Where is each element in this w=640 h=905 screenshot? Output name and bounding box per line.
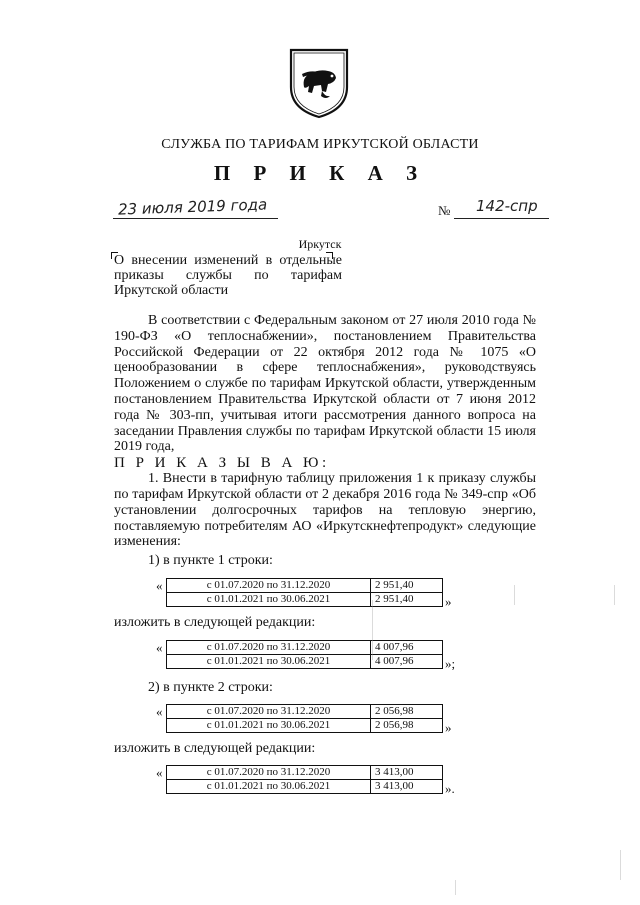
scan-artifact	[455, 880, 456, 895]
section-2-label: изложить в следующей редакции:	[114, 615, 316, 630]
number-sign: №	[438, 203, 451, 218]
section-3-close-quote: »	[445, 720, 452, 735]
scan-artifact	[372, 600, 373, 660]
value-cell: 3 413,00	[371, 766, 443, 780]
period-cell: с 01.07.2020 по 31.12.2020	[167, 705, 371, 719]
section-1-open-quote: «	[156, 578, 163, 593]
value-cell: 2 951,40	[371, 579, 443, 593]
section-3-label: 2) в пункте 2 строки:	[148, 680, 273, 695]
scan-artifact	[514, 585, 515, 605]
period-cell: с 01.07.2020 по 31.12.2020	[167, 579, 371, 593]
period-cell: с 01.01.2021 по 30.06.2021	[167, 655, 371, 669]
value-cell: 2 056,98	[371, 705, 443, 719]
subject-block	[114, 253, 342, 298]
section-1-label: 1) в пункте 1 строки:	[148, 553, 273, 568]
subject-text: О внесении изменений в отдельные приказы службы по тарифам Иркутской области	[114, 253, 342, 298]
tariff-table-2	[166, 640, 443, 669]
subject-corner-right	[326, 252, 333, 259]
document-body	[114, 313, 536, 550]
section-1-close-quote: »	[445, 594, 452, 609]
table-row	[167, 780, 443, 794]
document-type-title: П Р И К А З	[213, 161, 427, 185]
period-cell: с 01.07.2020 по 31.12.2020	[167, 766, 371, 780]
period-cell: с 01.01.2021 по 30.06.2021	[167, 780, 371, 794]
subject-corner-left	[111, 252, 118, 259]
section-4-open-quote: «	[156, 765, 163, 780]
period-cell: с 01.07.2020 по 31.12.2020	[167, 641, 371, 655]
number-handwritten: 142-спр	[476, 197, 538, 215]
table-row	[167, 593, 443, 607]
table-row	[167, 705, 443, 719]
table-row	[167, 641, 443, 655]
value-cell: 3 413,00	[371, 780, 443, 794]
table-row	[167, 766, 443, 780]
number-line	[454, 218, 549, 219]
value-cell: 4 007,96	[371, 641, 443, 655]
scan-artifact	[614, 585, 615, 605]
date-line	[113, 218, 278, 219]
order-word: П Р И К А З Ы В А Ю:	[114, 455, 330, 472]
date-handwritten: 23 июля 2019 года	[117, 195, 268, 219]
preamble-paragraph: В соответствии с Федеральным законом от 27 июля 2010 года № 190-ФЗ «О теплоснабжении», постановлением Правительства Российской Федерации от 22 октября 2012 года № 1075 «О ценообразовании в сфере теплоснабжения», руководствуясь Положением о службе по тарифам Иркутской области, утвержденным постановлением Правительства Иркутской области от 7 июня 2012 года № 303-пп, учитывая итоги рассмотрения данного вопроса на заседании Правления службы по тарифам Иркутской области 15 июля 2019 года,	[114, 313, 536, 455]
period-cell: с 01.01.2021 по 30.06.2021	[167, 719, 371, 733]
section-2-open-quote: «	[156, 640, 163, 655]
table-row	[167, 579, 443, 593]
scan-artifact	[620, 850, 621, 880]
tariff-table-3	[166, 704, 443, 733]
tariff-table-4	[166, 765, 443, 794]
section-3-open-quote: «	[156, 704, 163, 719]
city: Иркутск	[298, 237, 342, 251]
issuing-authority: СЛУЖБА ПО ТАРИФАМ ИРКУТСКОЙ ОБЛАСТИ	[161, 137, 479, 152]
value-cell: 2 056,98	[371, 719, 443, 733]
period-cell: с 01.01.2021 по 30.06.2021	[167, 593, 371, 607]
item-1-paragraph: 1. Внести в тарифную таблицу приложения 1 к приказу службы по тарифам Иркутской области от 2 декабря 2016 года № 349-спр «Об установлении долгосрочных тарифов на тепловую энергию, поставляемую потребителям АО «Иркутскнефтепродукт» следующие изменения:	[114, 471, 536, 550]
tariff-table-1	[166, 578, 443, 607]
value-cell: 2 951,40	[371, 593, 443, 607]
table-row	[167, 719, 443, 733]
coat-of-arms-icon	[288, 47, 350, 119]
section-4-close-quote: ».	[445, 781, 455, 796]
section-4-label: изложить в следующей редакции:	[114, 741, 316, 756]
table-row	[167, 655, 443, 669]
value-cell: 4 007,96	[371, 655, 443, 669]
section-2-close-quote: »;	[445, 656, 456, 671]
